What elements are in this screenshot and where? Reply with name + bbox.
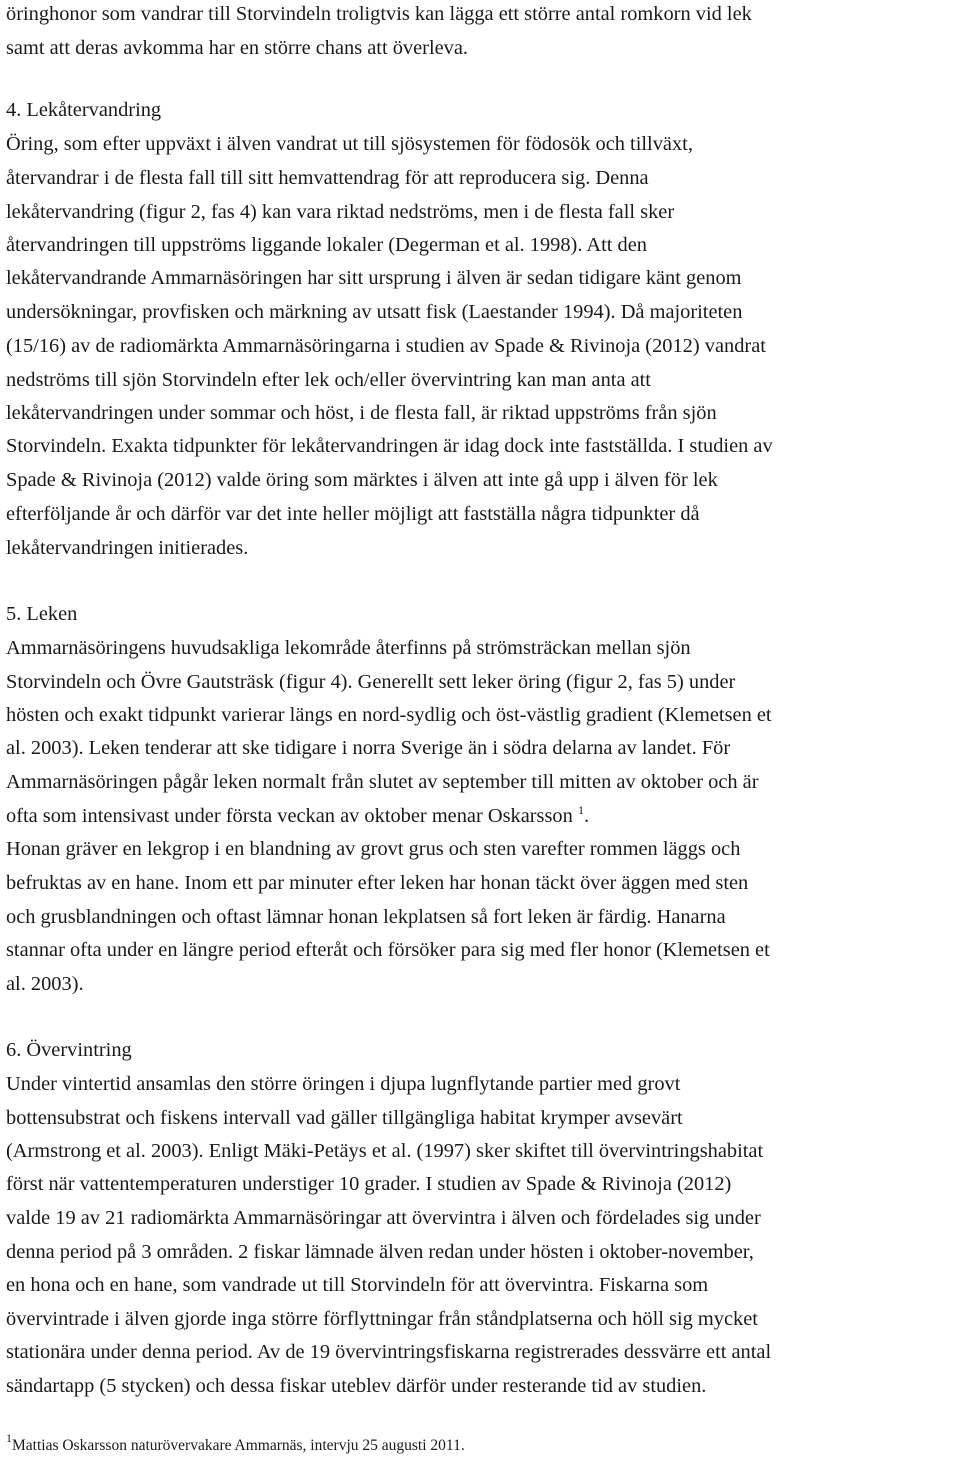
body-text-line: lekåtervandringen initierades. <box>6 537 249 559</box>
body-text-line: Spade & Rivinoja (2012) valde öring som märktes i älven att inte gå upp i älven för lek <box>6 469 718 491</box>
body-text-line: Storvindeln. Exakta tidpunkter för lekåtervandringen är idag dock inte fastställda. I studien av <box>6 435 773 457</box>
body-text-line: Ammarnäsöringen pågår leken normalt från slutet av september till mitten av oktober och är <box>6 771 759 793</box>
body-text-line: (15/16) av de radiomärkta Ammarnäsöringarna i studien av Spade & Rivinoja (2012) vandrat <box>6 335 766 357</box>
body-text-line: al. 2003). <box>6 973 84 995</box>
body-text-line: Öring, som efter uppväxt i älven vandrat ut till sjösystemen för födosök och tillväxt, <box>6 133 693 155</box>
body-text-line: undersökningar, provfisken och märkning av utsatt fisk (Laestander 1994). Då majoriteten <box>6 301 743 323</box>
section-heading: 4. Lekåtervandring <box>6 99 162 121</box>
section-heading: 5. Leken <box>6 603 78 625</box>
body-text-line: öringhonor som vandrar till Storvindeln troligtvis kan lägga ett större antal romkorn vid lek <box>6 3 752 25</box>
body-text-line: och grusblandningen och oftast lämnar honan lekplatsen så fort leken är färdig. Hanarna <box>6 906 726 928</box>
body-text-line: lekåtervandringen under sommar och höst, i de flesta fall, är riktad uppströms från sjön <box>6 402 717 424</box>
body-text-line: Storvindeln och Övre Gautsträsk (figur 4). Generellt sett leker öring (figur 2, fas 5) under <box>6 671 736 693</box>
body-text-line: återvandrar i de flesta fall till sitt hemvattendrag för att reproducera sig. Denna <box>6 167 649 189</box>
body-text-line: en hona och en hane, som vandrade ut till Storvindeln för att övervintra. Fiskarna som <box>6 1274 709 1296</box>
body-text-line: stannar ofta under en längre period efteråt och försöker para sig med fler honor (Klemetsen et <box>6 939 770 961</box>
body-text-line <box>6 804 589 828</box>
body-text-line: övervintrade i älven gjorde inga större förflyttningar från ståndplatserna och höll sig mycket <box>6 1308 758 1330</box>
body-text-line: Under vintertid ansamlas den större öringen i djupa lugnflytande partier med grovt <box>6 1073 681 1095</box>
body-text-line: samt att deras avkomma har en större chans att överleva. <box>6 37 469 59</box>
body-text-line: lekåtervandrande Ammarnäsöringen har sitt ursprung i älven är sedan tidigare känt genom <box>6 267 742 289</box>
body-text-line: valde 19 av 21 radiomärkta Ammarnäsöringar att övervintra i älven och fördelades sig under <box>6 1207 761 1229</box>
body-text-line: lekåtervandring (figur 2, fas 4) kan vara riktad nedströms, men i de flesta fall sker <box>6 201 675 223</box>
body-text-line: sändartapp (5 stycken) och dessa fiskar uteblev därför under resterande tid av studien. <box>6 1375 707 1397</box>
body-text-span: ofta som intensivast under första veckan av oktober menar Oskarsson <box>6 805 573 827</box>
body-text-line: återvandringen till uppströms liggande lokaler (Degerman et al. 1998). Att den <box>6 234 647 256</box>
footnote <box>6 1431 465 1456</box>
body-text-line: bottensubstrat och fiskens intervall vad gäller tillgängliga habitat krymper avsevärt <box>6 1107 683 1129</box>
footnote-text: Mattias Oskarsson naturövervakare Ammarnäs, intervju 25 augusti 2011. <box>12 1437 465 1454</box>
body-text-line: nedströms till sjön Storvindeln efter lek och/eller övervintring kan man anta att <box>6 369 651 391</box>
footnote-reference: 1 <box>577 803 584 817</box>
body-text-line: al. 2003). Leken tenderar att ske tidigare i norra Sverige än i södra delarna av landet. För <box>6 737 731 759</box>
body-text-line: hösten och exakt tidpunkt varierar längs en nord-sydlig och öst-västlig gradient (Klemetsen et <box>6 704 772 726</box>
body-text-span: . <box>583 805 590 827</box>
body-text-line: stationära under denna period. Av de 19 övervintringsfiskarna registrerades dessvärre ett antal <box>6 1341 772 1363</box>
body-text-line: först när vattentemperaturen understiger 10 grader. I studien av Spade & Rivinoja (2012) <box>6 1173 732 1195</box>
body-text-line: denna period på 3 områden. 2 fiskar lämnade älven redan under hösten i oktober-november, <box>6 1241 754 1263</box>
footnote-mark: 1 <box>6 1431 12 1445</box>
body-text-line: (Armstrong et al. 2003). Enligt Mäki-Petäys et al. (1997) sker skiftet till övervintringshabitat <box>6 1140 764 1162</box>
body-text-line: Honan gräver en lekgrop i en blandning av grovt grus och sten varefter rommen läggs och <box>6 838 741 860</box>
body-text-line: Ammarnäsöringens huvudsakliga lekområde återfinns på strömsträckan mellan sjön <box>6 637 691 659</box>
section-heading: 6. Övervintring <box>6 1039 132 1061</box>
body-text-line: befruktas av en hane. Inom ett par minuter efter leken har honan täckt över äggen med sten <box>6 872 749 894</box>
body-text-line: efterföljande år och därför var det inte heller möjligt att fastställa några tidpunkter då <box>6 503 700 525</box>
